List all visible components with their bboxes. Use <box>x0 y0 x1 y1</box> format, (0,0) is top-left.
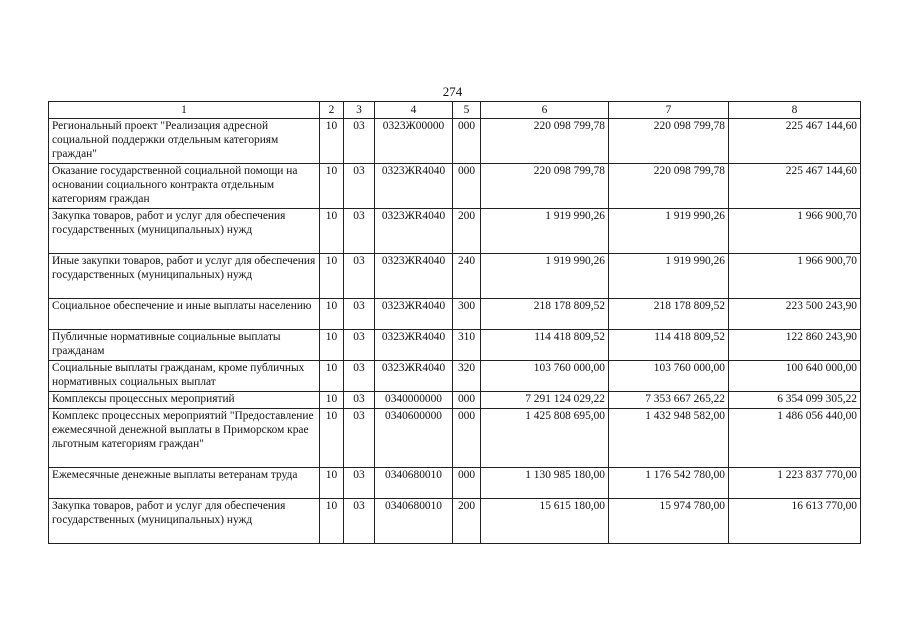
row-section: 10 <box>320 361 344 392</box>
row-amount-6: 15 615 180,00 <box>481 499 609 544</box>
row-amount-8: 1 223 837 770,00 <box>729 468 861 499</box>
row-amount-6: 1 130 985 180,00 <box>481 468 609 499</box>
row-amount-6: 220 098 799,78 <box>481 164 609 209</box>
row-name: Региональный проект "Реализация адресной социальной поддержки отдельным категориям граждан" <box>49 119 320 164</box>
row-section: 10 <box>320 330 344 361</box>
row-target-code: 0340680010 <box>375 499 453 544</box>
row-amount-7: 218 178 809,52 <box>609 299 729 330</box>
row-amount-7: 1 919 990,26 <box>609 209 729 254</box>
table-row <box>49 119 861 164</box>
table-row <box>49 299 861 330</box>
col-header-3: 3 <box>344 102 375 119</box>
table-row <box>49 330 861 361</box>
row-section: 10 <box>320 409 344 468</box>
table-row <box>49 499 861 544</box>
row-target-code: 0340680010 <box>375 468 453 499</box>
row-subsection: 03 <box>344 254 375 299</box>
row-expense-type: 000 <box>453 409 481 468</box>
row-section: 10 <box>320 299 344 330</box>
row-name: Социальное обеспечение и иные выплаты населению <box>49 299 320 330</box>
row-name: Комплекс процессных мероприятий "Предоставление ежемесячной денежной выплаты в Приморском крае льготным категориям граждан" <box>49 409 320 468</box>
table-row <box>49 254 861 299</box>
table-row <box>49 209 861 254</box>
row-amount-7: 1 919 990,26 <box>609 254 729 299</box>
row-target-code: 0340000000 <box>375 392 453 409</box>
col-header-8: 8 <box>729 102 861 119</box>
row-name: Закупка товаров, работ и услуг для обеспечения государственных (муниципальных) нужд <box>49 209 320 254</box>
row-name: Ежемесячные денежные выплаты ветеранам труда <box>49 468 320 499</box>
row-section: 10 <box>320 499 344 544</box>
row-amount-8: 100 640 000,00 <box>729 361 861 392</box>
row-amount-8: 1 966 900,70 <box>729 254 861 299</box>
row-amount-7: 220 098 799,78 <box>609 164 729 209</box>
row-expense-type: 200 <box>453 209 481 254</box>
table-row <box>49 468 861 499</box>
col-header-2: 2 <box>320 102 344 119</box>
row-amount-6: 103 760 000,00 <box>481 361 609 392</box>
row-name: Социальные выплаты гражданам, кроме публичных нормативных социальных выплат <box>49 361 320 392</box>
row-amount-6: 1 425 808 695,00 <box>481 409 609 468</box>
row-amount-8: 225 467 144,60 <box>729 164 861 209</box>
row-amount-7: 7 353 667 265,22 <box>609 392 729 409</box>
page-number: 274 <box>442 84 463 99</box>
row-amount-8: 1 966 900,70 <box>729 209 861 254</box>
row-amount-7: 1 176 542 780,00 <box>609 468 729 499</box>
row-amount-6: 7 291 124 029,22 <box>481 392 609 409</box>
row-name: Комплексы процессных мероприятий <box>49 392 320 409</box>
row-expense-type: 300 <box>453 299 481 330</box>
row-target-code: 0323ЖR4040 <box>375 209 453 254</box>
row-subsection: 03 <box>344 409 375 468</box>
row-amount-7: 15 974 780,00 <box>609 499 729 544</box>
row-amount-8: 122 860 243,90 <box>729 330 861 361</box>
row-subsection: 03 <box>344 209 375 254</box>
row-section: 10 <box>320 119 344 164</box>
table-row <box>49 392 861 409</box>
row-subsection: 03 <box>344 392 375 409</box>
row-subsection: 03 <box>344 299 375 330</box>
row-expense-type: 000 <box>453 392 481 409</box>
row-expense-type: 320 <box>453 361 481 392</box>
table-row <box>49 409 861 468</box>
row-amount-8: 1 486 056 440,00 <box>729 409 861 468</box>
budget-table <box>48 101 861 544</box>
row-amount-6: 114 418 809,52 <box>481 330 609 361</box>
row-target-code: 0323ЖR4040 <box>375 361 453 392</box>
row-name: Иные закупки товаров, работ и услуг для обеспечения государственных (муниципальных) нужд <box>49 254 320 299</box>
row-amount-7: 1 432 948 582,00 <box>609 409 729 468</box>
row-amount-8: 16 613 770,00 <box>729 499 861 544</box>
row-target-code: 0323ЖR4040 <box>375 164 453 209</box>
row-section: 10 <box>320 209 344 254</box>
col-header-1: 1 <box>49 102 320 119</box>
header-row <box>49 102 861 119</box>
row-amount-7: 220 098 799,78 <box>609 119 729 164</box>
row-section: 10 <box>320 392 344 409</box>
row-expense-type: 310 <box>453 330 481 361</box>
col-header-4: 4 <box>375 102 453 119</box>
col-header-5: 5 <box>453 102 481 119</box>
row-subsection: 03 <box>344 468 375 499</box>
row-name: Закупка товаров, работ и услуг для обеспечения государственных (муниципальных) нужд <box>49 499 320 544</box>
row-subsection: 03 <box>344 119 375 164</box>
row-amount-8: 225 467 144,60 <box>729 119 861 164</box>
row-target-code: 0323ЖR4040 <box>375 254 453 299</box>
row-name: Публичные нормативные социальные выплаты гражданам <box>49 330 320 361</box>
col-header-6: 6 <box>481 102 609 119</box>
row-target-code: 0323ЖR4040 <box>375 299 453 330</box>
row-amount-8: 6 354 099 305,22 <box>729 392 861 409</box>
row-expense-type: 000 <box>453 119 481 164</box>
row-name: Оказание государственной социальной помощи на основании социального контракта отдельным категориям граждан <box>49 164 320 209</box>
row-amount-6: 1 919 990,26 <box>481 209 609 254</box>
row-amount-6: 1 919 990,26 <box>481 254 609 299</box>
row-subsection: 03 <box>344 164 375 209</box>
table-row <box>49 164 861 209</box>
row-expense-type: 000 <box>453 468 481 499</box>
row-section: 10 <box>320 468 344 499</box>
row-section: 10 <box>320 164 344 209</box>
row-section: 10 <box>320 254 344 299</box>
row-subsection: 03 <box>344 330 375 361</box>
row-amount-8: 223 500 243,90 <box>729 299 861 330</box>
row-subsection: 03 <box>344 361 375 392</box>
col-header-7: 7 <box>609 102 729 119</box>
row-expense-type: 000 <box>453 164 481 209</box>
row-expense-type: 200 <box>453 499 481 544</box>
row-subsection: 03 <box>344 499 375 544</box>
row-amount-7: 103 760 000,00 <box>609 361 729 392</box>
row-target-code: 0340600000 <box>375 409 453 468</box>
row-target-code: 0323ЖR4040 <box>375 330 453 361</box>
row-amount-6: 220 098 799,78 <box>481 119 609 164</box>
table-row <box>49 361 861 392</box>
row-amount-6: 218 178 809,52 <box>481 299 609 330</box>
row-amount-7: 114 418 809,52 <box>609 330 729 361</box>
row-target-code: 0323Ж00000 <box>375 119 453 164</box>
row-expense-type: 240 <box>453 254 481 299</box>
